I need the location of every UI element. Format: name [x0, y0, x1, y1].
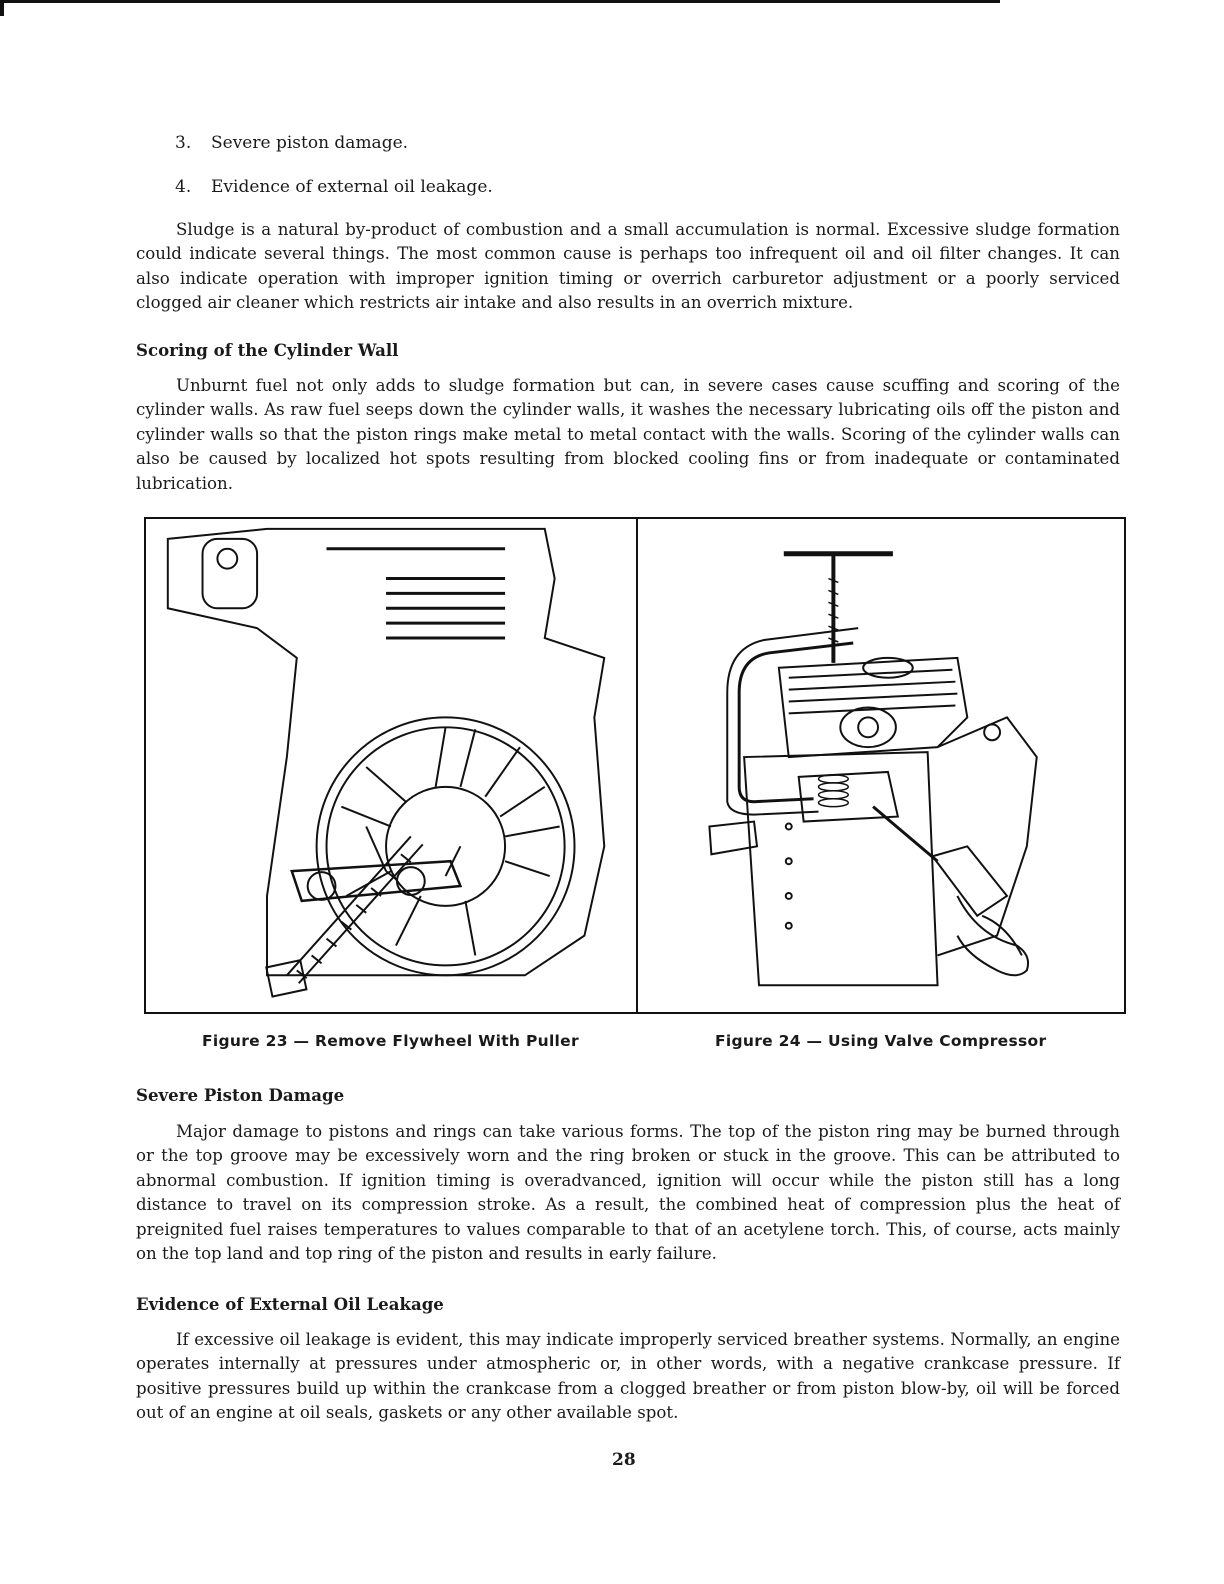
paragraph-sludge: Sludge is a natural by-product of combustion and a small accumulation is normal. Excessive sludge formation could indicate several things. The most common cause is perhaps too infrequent oil and oil filter changes. It can also indicate operation with improper ignition timing or overrich carburetor adjustment or a poorly serviced clogged air cleaner which restricts air intake and also results in an overrich mixture. — [136, 220, 1120, 313]
figure-23-illustration — [146, 519, 636, 1012]
list-number: 3. — [175, 133, 192, 153]
figure-24-caption: Figure 24 — Using Valve Compressor — [715, 1032, 1047, 1050]
paragraph-leakage: If excessive oil leakage is evident, this may indicate improperly serviced breather systems. Normally, an engine operates internally at pressures under atmospheric or, in other words, with a negative crankcase pressure. If positive pressures build up within the crankcase from a clogged breather or from piston blow-by, oil will be forced out of an engine at oil seals, gaskets or any other available spot. — [136, 1330, 1120, 1423]
list-number: 4. — [175, 177, 192, 197]
top-border-rule — [0, 0, 1000, 3]
paragraph-scoring: Unburnt fuel not only adds to sludge formation but can, in severe cases cause scuffing and scoring of the cylinder walls. As raw fuel seeps down the cylinder walls, it washes the necessary lubricating oils off the piston and cylinder walls so that the piston rings make metal to metal contact with the walls. Scoring of the cylinder walls can also be caused by localized hot spots resulting from blocked cooling fins or from inadequate or contaminated lubrication. — [136, 376, 1120, 493]
page-number: 28 — [612, 1450, 636, 1470]
heading-leakage: Evidence of External Oil Leakage — [136, 1294, 444, 1314]
top-corner-mark — [0, 0, 4, 16]
list-text: Evidence of external oil leakage. — [211, 177, 493, 197]
list-item-3 — [175, 133, 408, 153]
list-item-4 — [175, 177, 493, 197]
list-text: Severe piston damage. — [211, 133, 409, 153]
heading-scoring: Scoring of the Cylinder Wall — [136, 340, 399, 360]
figure-24-illustration — [636, 519, 1126, 1012]
heading-piston: Severe Piston Damage — [136, 1085, 345, 1105]
figures-frame — [144, 517, 1126, 1014]
figure-23-caption: Figure 23 — Remove Flywheel With Puller — [202, 1032, 579, 1050]
paragraph-piston: Major damage to pistons and rings can take various forms. The top of the piston ring may be burned through or the top groove may be excessively worn and the ring broken or stuck in the groove. This can be attributed to abnormal combustion. If ignition timing is overadvanced, ignition will occur while the piston still has a long distance to travel on its compression stroke. As a result, the combined heat of compression plus the heat of preignited fuel raises temperatures to values comparable to that of an acetylene torch. This, of course, acts mainly on the top land and top ring of the piston and results in early failure. — [136, 1122, 1120, 1264]
